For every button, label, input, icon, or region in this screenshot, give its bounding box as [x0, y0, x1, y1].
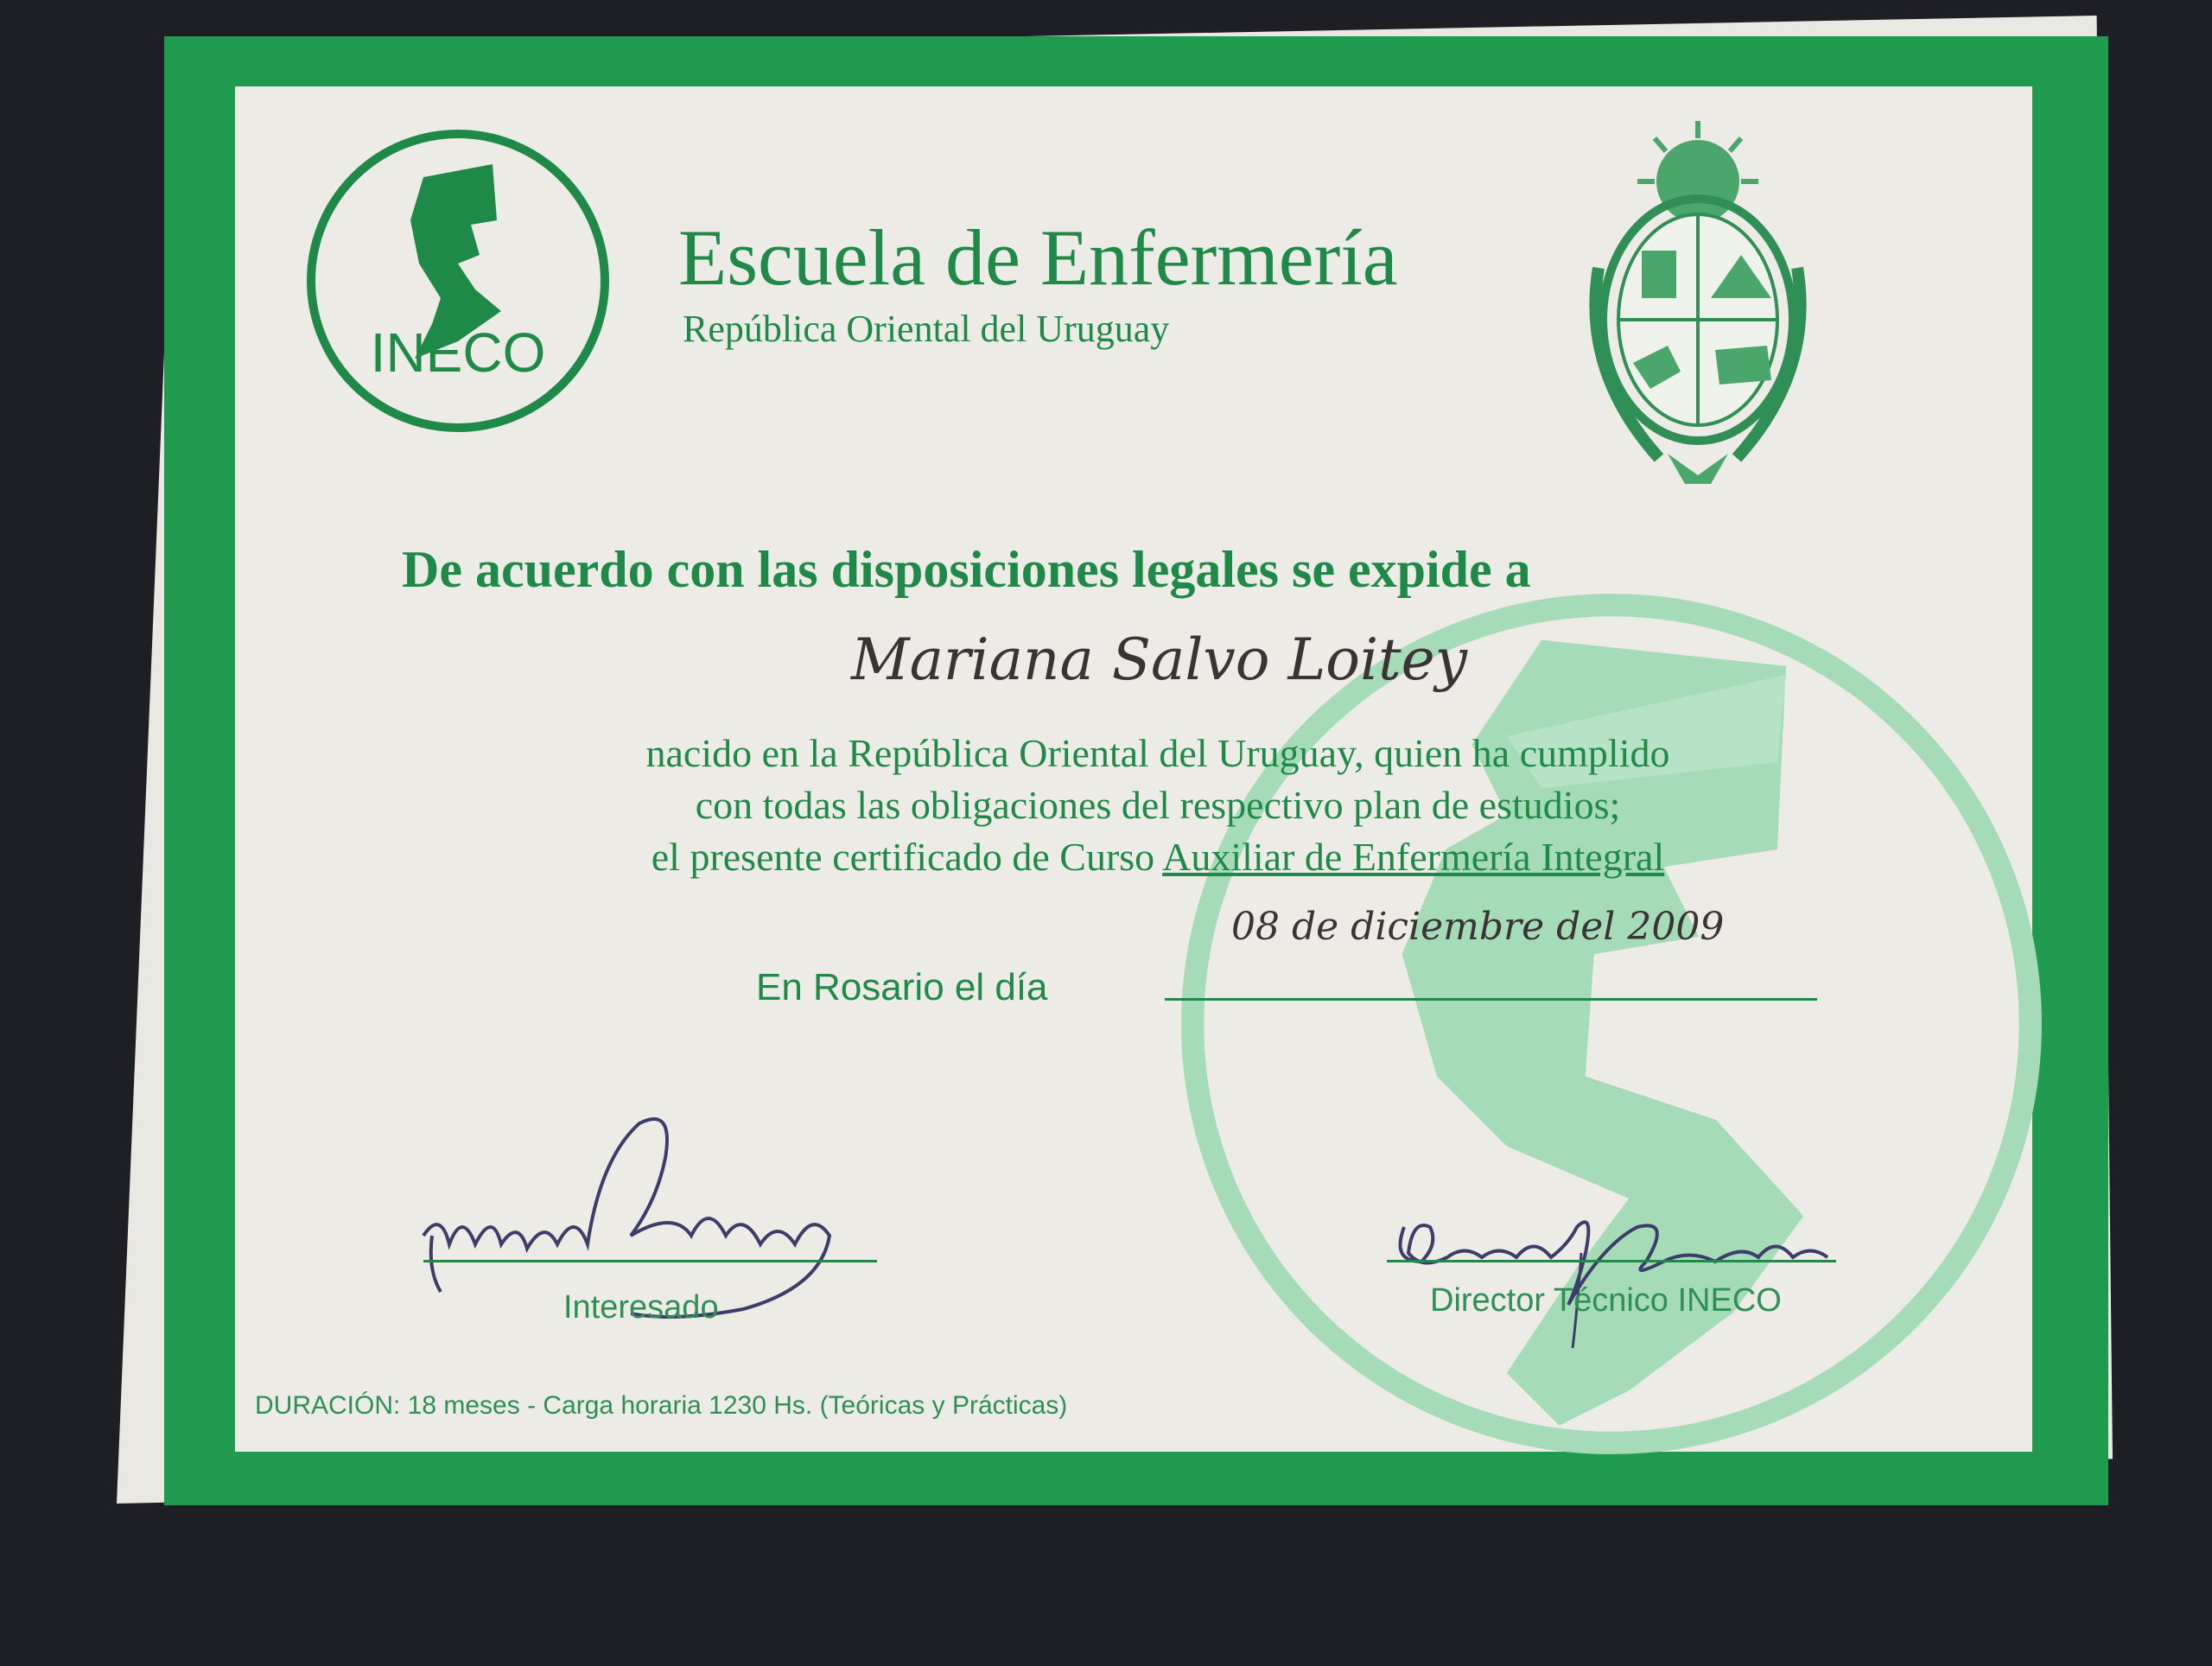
- course-name: Auxiliar de Enfermería Integral: [1162, 835, 1665, 879]
- uruguay-coat-of-arms-icon: [1573, 112, 1823, 493]
- ineco-logo: [302, 125, 613, 436]
- director-signature: [1387, 1175, 1845, 1357]
- country-name: República Oriental del Uruguay: [683, 308, 1170, 350]
- signature-line-left: [423, 1260, 877, 1262]
- signature-label-left: Interesado: [563, 1289, 719, 1326]
- body-line-1: nacido en la República Oriental del Uruguay, quien ha cumplido: [645, 731, 1670, 775]
- place-label: En Rosario el día: [756, 966, 1048, 1008]
- certificate-intro: De acuerdo con las disposiciones legales se expide a: [402, 541, 1531, 598]
- body-line-2: con todas las obligaciones del respectivo plan de estudios;: [695, 783, 1621, 827]
- school-name: Escuela de Enfermería: [678, 213, 1398, 302]
- signature-label-right: Director Técnico INECO: [1430, 1282, 1782, 1319]
- line3-prefix: el presente certificado de Curso: [651, 835, 1163, 879]
- signature-line-right: [1387, 1260, 1836, 1262]
- duration-note: DURACIÓN: 18 meses - Carga horaria 1230 Hs. (Teóricas y Prácticas): [255, 1391, 1068, 1420]
- issue-date: 08 de diciembre del 2009: [1231, 905, 1725, 949]
- date-line: [1165, 998, 1817, 1001]
- recipient-name: Mariana Salvo Loitey: [851, 626, 1467, 693]
- body-line-3: [501, 834, 1815, 880]
- logo-text: INECO: [370, 321, 546, 384]
